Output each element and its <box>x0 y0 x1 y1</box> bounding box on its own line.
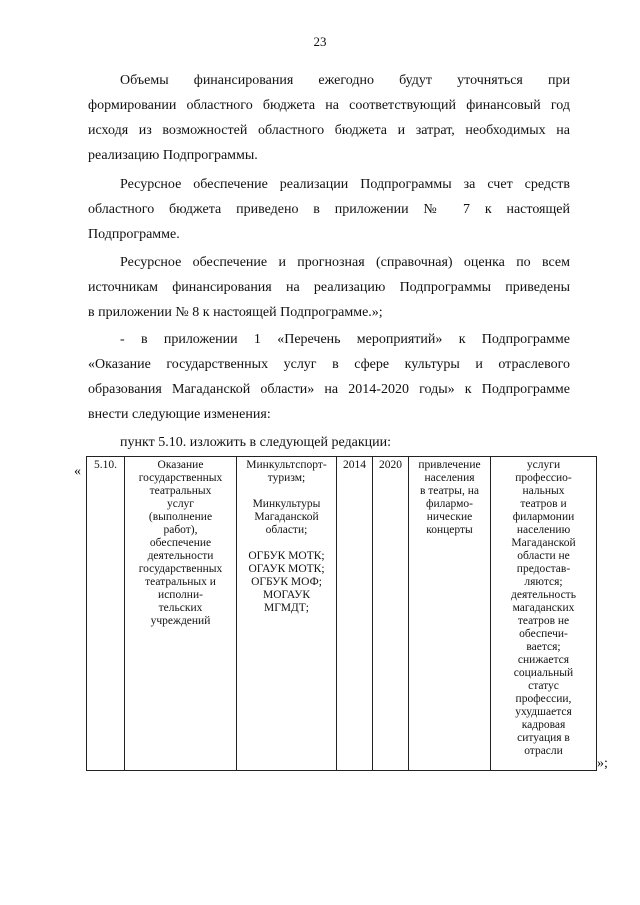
cell-line: исполни- <box>158 589 203 601</box>
year-start-cell <box>337 457 373 771</box>
cell-line: области; <box>265 524 308 536</box>
year-start: 2014 <box>343 459 366 471</box>
cell-line: филармонии <box>512 511 575 523</box>
text-line: Подпрограмме. <box>88 227 180 242</box>
expected-result-cell <box>409 457 491 771</box>
year-end-cell <box>373 457 409 771</box>
cell-line: ляются; <box>524 576 563 588</box>
cell-line: обеспечение <box>149 537 212 549</box>
cell-line: МОГАУК <box>262 589 311 601</box>
cell-line: театральных и <box>145 576 216 588</box>
cell-line: деятельности <box>147 550 214 562</box>
text-line: источникам финансирования на реализацию Подпрограммы приведены <box>88 280 570 295</box>
paragraph-financing <box>88 68 570 168</box>
cell-line: кадровая <box>521 719 566 731</box>
cell-line: Магаданской <box>511 537 576 549</box>
text-line: образования Магаданской области» на 2014-2020 годы» к Подпрограмме <box>88 382 570 397</box>
cell-line: театров и <box>520 498 567 510</box>
cell-line: ОГБУК МОТК; <box>248 550 325 562</box>
cell-line: населения <box>424 472 475 484</box>
item-number-cell <box>87 457 125 771</box>
cell-line: в театры, на <box>419 485 480 497</box>
cell-line: снижается <box>517 654 570 666</box>
cell-line: МГМДТ; <box>263 602 309 614</box>
cell-line: статус <box>528 680 559 692</box>
item-name-cell <box>125 457 237 771</box>
cell-line: учреждений <box>150 615 211 627</box>
cell-line: услуг <box>166 498 195 510</box>
item-number: 5.10. <box>94 459 117 471</box>
cell-line: Оказание <box>157 459 204 471</box>
cell-line: концерты <box>426 524 473 536</box>
text-line: пункт 5.10. изложить в следующей редакции: <box>120 435 391 450</box>
text-line: «Оказание государственных услуг в сфере культуры и отраслевого <box>88 357 570 372</box>
page-number: 23 <box>313 34 327 49</box>
text-line: Объемы финансирования ежегодно будут уточняться при <box>120 73 570 88</box>
cell-line: тельских <box>158 602 203 614</box>
cell-line: работ), <box>163 524 198 536</box>
cell-line: (выполнение <box>148 511 213 523</box>
paragraph-amendment <box>88 327 570 427</box>
cell-line: привлечение <box>418 459 481 471</box>
cell-line: деятельность <box>511 589 576 601</box>
text-line: в приложении № 8 к настоящей Подпрограмме.»; <box>88 305 383 320</box>
cell-line: Магаданской <box>254 511 319 523</box>
cell-line: магаданских <box>512 602 575 614</box>
cell-line: нальных <box>522 485 565 497</box>
cell-line: филармо- <box>426 498 473 510</box>
executors-cell <box>237 457 337 771</box>
cell-line: театральных <box>149 485 212 497</box>
paragraph-resources-all-sources <box>88 250 570 325</box>
amendment-table <box>86 456 597 771</box>
cell-line: профессии, <box>515 693 572 705</box>
paragraph-resources-regional <box>88 172 570 247</box>
cell-line: отрасли <box>524 745 563 757</box>
cell-line: области не <box>517 550 570 562</box>
cell-line: театров не <box>517 615 570 627</box>
cell-line: населению <box>516 524 571 536</box>
cell-line: государственных <box>138 472 223 484</box>
paragraph-point-edit <box>88 430 570 455</box>
cell-line: социальный <box>513 667 574 679</box>
cell-line: предостав- <box>516 563 571 575</box>
text-line: формировании областного бюджета на соответствующий финансовый год <box>88 98 570 113</box>
cell-line: туризм; <box>267 472 306 484</box>
closing-quote: »; <box>597 756 608 771</box>
text-line: Ресурсное обеспечение и прогнозная (справочная) оценка по всем <box>120 255 570 270</box>
text-line: исходя из возможностей областного бюджета и затрат, необходимых на <box>88 123 570 138</box>
cell-line: профессио- <box>515 472 572 484</box>
cell-line: нические <box>426 511 473 523</box>
year-end: 2020 <box>379 459 402 471</box>
cell-line: государственных <box>138 563 223 575</box>
cell-line: ухудшается <box>515 706 572 718</box>
cell-line: Минкультуры <box>252 498 321 510</box>
text-line: областного бюджета приведено в приложении № 7 к настоящей <box>88 202 570 217</box>
cell-line: ОГАУК МОТК; <box>248 563 325 575</box>
text-line: реализацию Подпрограммы. <box>88 148 258 163</box>
cell-line: ситуация в <box>517 732 570 744</box>
cell-line: вается; <box>526 641 561 653</box>
cell-line: услуги <box>526 459 561 471</box>
text-line: внести следующие изменения: <box>88 407 271 422</box>
cell-line: ОГБУК МОФ; <box>251 576 322 588</box>
cell-line: Минкультспорт- <box>246 459 327 471</box>
table-row <box>87 457 597 771</box>
consequences-cell <box>491 457 597 771</box>
text-line: Ресурсное обеспечение реализации Подпрограммы за счет средств <box>120 177 570 192</box>
text-line: - в приложении 1 «Перечень мероприятий» к Подпрограмме <box>120 332 570 347</box>
opening-quote: « <box>74 464 81 479</box>
cell-line: обеспечи- <box>519 628 568 640</box>
